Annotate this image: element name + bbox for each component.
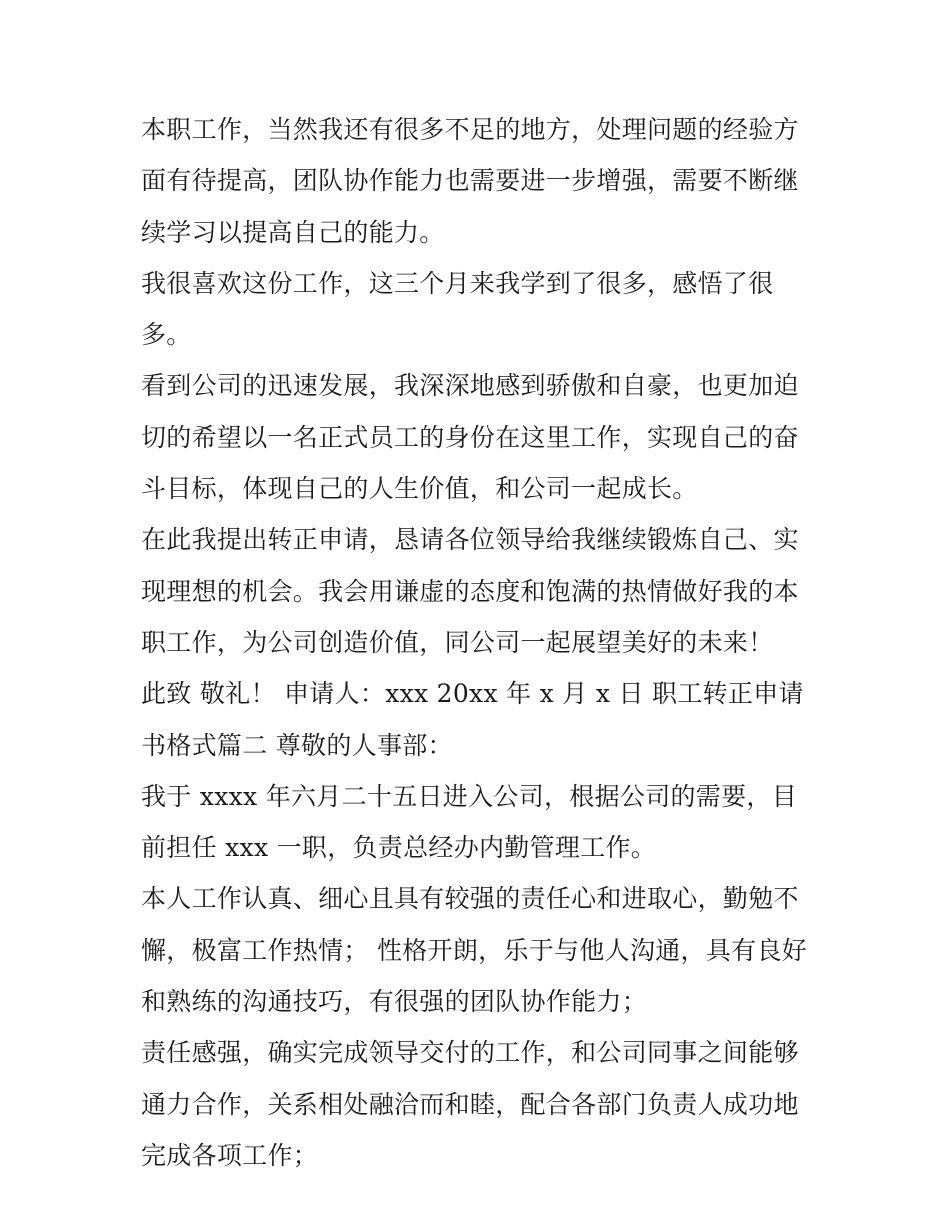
paragraph: 我于 xxxx 年六月二十五日进入公司，根据公司的需要，目前担任 xxx 一职，负责总经办内勤管理工作。 bbox=[141, 781, 797, 863]
document-body bbox=[141, 104, 816, 1181]
paragraph: 我很喜欢这份工作，这三个月来我学到了很多，感悟了很多。 bbox=[141, 268, 774, 350]
paragraph: 此致 敬礼！ 申请人：xxx 20xx 年 x 月 x 日 职工转正申请书格式篇二 尊敬的人事部： bbox=[141, 679, 804, 760]
paragraph: 责任感强，确实完成领导交付的工作，和公司同事之间能够通力合作，关系相处融洽而和睦，配合各部门负责人成功地完成各项工作； bbox=[141, 1038, 799, 1170]
paragraph: 本职工作，当然我还有很多不足的地方，处理问题的经验方面有待提高，团队协作能力也需要进一步增强，需要不断继续学习以提高自己的能力。 bbox=[141, 115, 799, 247]
paragraph: 在此我提出转正申请，恳请各位领导给我继续锻炼自己、实现理想的机会。我会用谦虚的态度和饱满的热情做好我的本职工作，为公司创造价值，同公司一起展望美好的未来！ bbox=[141, 525, 799, 657]
paragraph: 看到公司的迅速发展，我深深地感到骄傲和自豪，也更加迫切的希望以一名正式员工的身份在这里工作，实现自己的奋斗目标，体现自己的人生价值，和公司一起成长。 bbox=[141, 371, 799, 504]
paragraph: 本人工作认真、细心且具有较强的责任心和进取心，勤勉不懈，极富工作热情； 性格开朗，乐于与他人沟通，具有良好和熟练的沟通技巧，有很强的团队协作能力； bbox=[141, 884, 808, 1017]
